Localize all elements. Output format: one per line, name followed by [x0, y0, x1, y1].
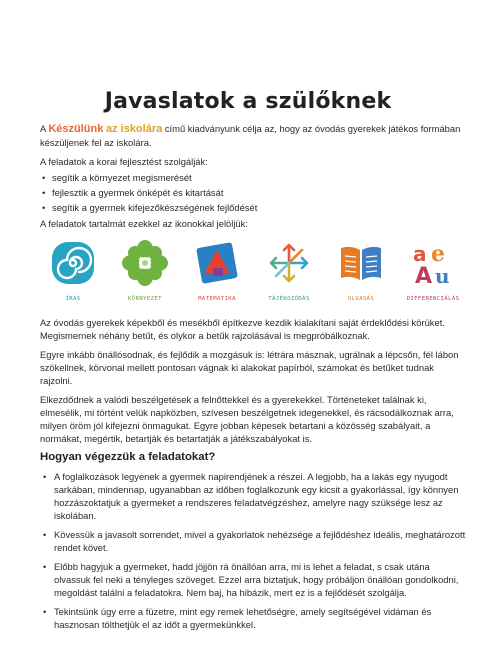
icon-label: DIFFERENCIÁLÁS [406, 296, 460, 302]
svg-text:e: e [431, 241, 445, 267]
list-item: • fejlesztik a gyermek önképét és kitartását [40, 186, 466, 199]
list-item: • segítik a környezet megismerését [40, 171, 466, 184]
icon-label: MATEMATIKA [198, 296, 236, 302]
icon-legend [42, 240, 464, 306]
brand-name-part2: az iskolára [105, 123, 163, 135]
icon-legend-item [42, 240, 104, 306]
olvasas-icon [338, 240, 384, 286]
page-title: Javaslatok a szülőknek [104, 88, 392, 114]
tasks-list [40, 171, 466, 214]
icon-label: OLVASÁS [347, 296, 375, 302]
intro-paragraph [40, 122, 466, 149]
icon-label: ÍRÁS [65, 296, 81, 302]
matematika-icon [194, 240, 240, 286]
svg-text:a: a [413, 242, 427, 266]
section-heading: Hogyan végezzük a feladatokat? [40, 451, 216, 463]
icon-label: KÖRNYEZET [128, 296, 162, 302]
intro-prefix: A [40, 123, 49, 134]
list-item: • Kövessük a javasolt sorrendet, mivel a gyakorlatok nehézsége a fejlődéshez ideális, meghatározott rendet követ. [40, 528, 466, 554]
icon-label: TÁJÉKOZÓDÁS [268, 296, 310, 302]
icons-intro: A feladatok tartalmát ezekkel az ikonokkal jelöljük: [40, 218, 248, 229]
list-item: • Előbb hagyjuk a gyermeket, hadd jöjjön rá önállóan arra, mi is lehet a feladat, s csak utána olvassuk fel neki a tényleges szöveget. Ezzel arra biztatjuk, hogy próbáljon önállóan gondolkodni, megoldást találni a feladatokra. Nem baj, ha hibázik, mert ez is a fejlődését szolgálja. [40, 560, 466, 599]
list-item: • A foglalkozások legyenek a gyermek napirendjének a részei. A legjobb, ha a lakás egy nyugodt sarkában, mindennap, ugyanabban az időben foglalkozunk egy kicsit a gyakorlással, így könnyen hozzászoktatjuk a gyermeket a rendszeres feladatvégzéshez, amelyre nagy szüksége lesz az iskolában. [40, 470, 466, 522]
description-section [40, 316, 466, 445]
howto-list [40, 470, 466, 631]
list-item: • segítik a gyermek kifejezőkészségének fejlődését [40, 201, 466, 214]
paragraph: Az óvodás gyerekek képekből és mesékből építkezve kezdik kialakítani saját érdeklődési körüket. Megismernek néhány betűt, és olykor a betűk rajzolásával is megpróbálkoznak. [40, 317, 445, 341]
icon-legend-item [402, 240, 464, 306]
icon-legend-item [114, 240, 176, 306]
paragraph: Elkezdődnek a valódi beszélgetések a felnőttekkel és a gyerekekkel. Történeteket találnak ki, elmesélik, mi történt velük napközben, szívesen beszélgetnek idegenekkel, és rácsodálkoznak arra, milyen öröm jól kifejezni önmagukat. Egyre jobban képesek betartani a közösség szabályait, a normákat, megértik, betartják és betartatják a játékszabályokat is. [40, 394, 454, 444]
differencialas-icon [410, 240, 456, 286]
icon-legend-item [258, 240, 320, 306]
tajekozodas-icon [266, 240, 312, 286]
icon-legend-item [330, 240, 392, 306]
brand-name-part1: Készülünk [48, 123, 104, 135]
kornyezet-icon [122, 240, 168, 286]
document-body [40, 122, 466, 637]
svg-text:A: A [415, 264, 433, 286]
iras-icon [50, 240, 96, 286]
icon-legend-item [186, 240, 248, 306]
tasks-intro: A feladatok a korai fejlesztést szolgálják: [40, 156, 208, 167]
svg-text:u: u [435, 264, 450, 286]
paragraph: Egyre inkább önállósodnak, és fejlődik a mozgásuk is: létrára másznak, ugrálnak a lépcsőn, fél lábon szökellnek, körvonal mellett pontosan vágnak ki alakokat papírból, számokat és betűket tudnak rajzolni. [40, 349, 459, 386]
intro-suffix: című kiadványunk célja az, hogy az óvodás gyerekek játékos formában készüljenek fel az iskolára. [40, 123, 461, 148]
list-item: • Tekintsünk úgy erre a füzetre, mint egy remek lehetőségre, amely segítségével vidáman és hasznosan tölthetjük el az időt a gyermekünkkel. [40, 605, 466, 631]
